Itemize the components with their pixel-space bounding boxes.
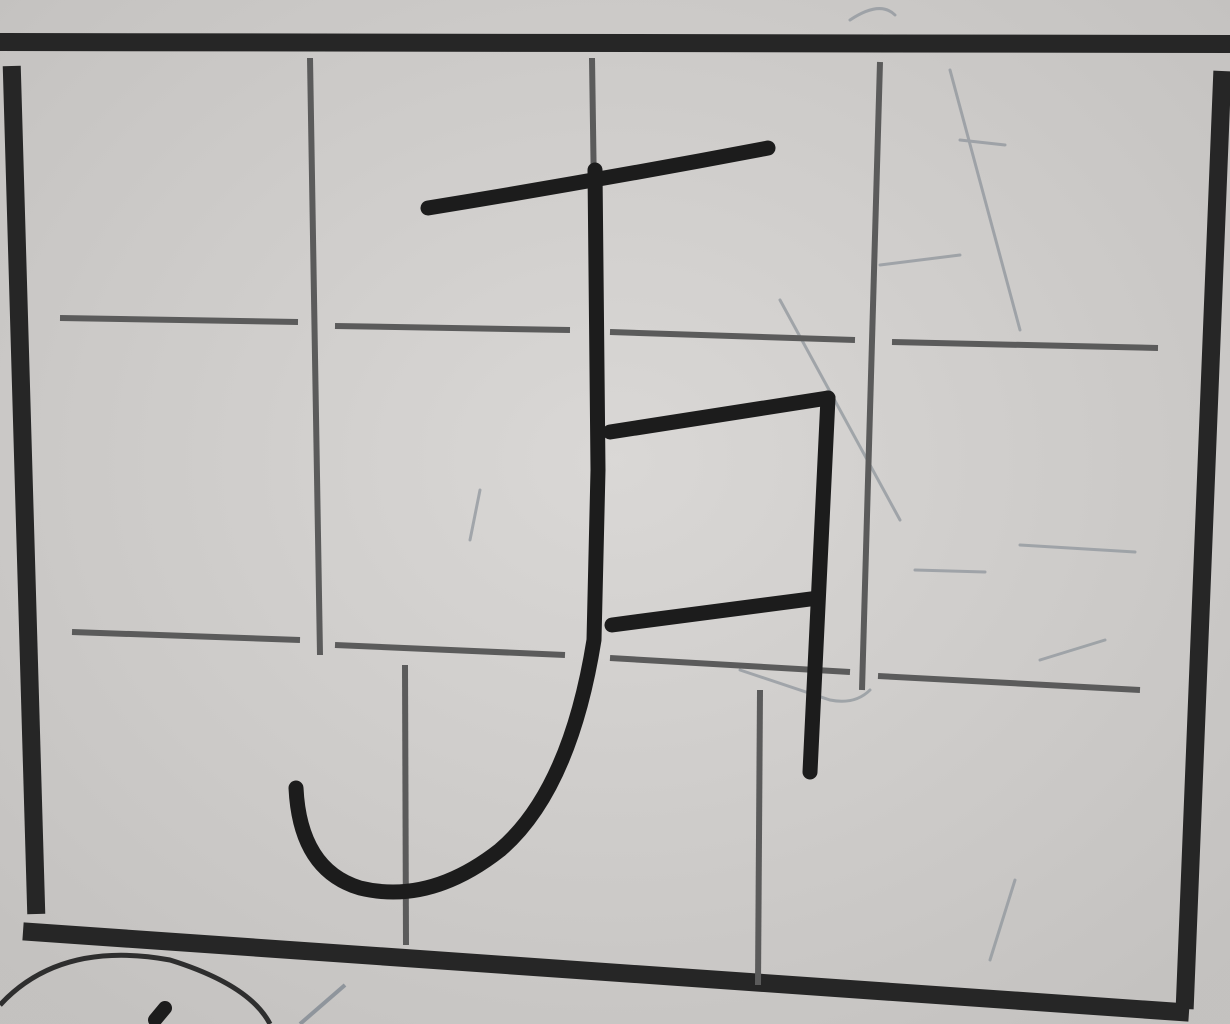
grid-vertical-line [405, 665, 406, 945]
border-top [5, 42, 1230, 44]
grid-horizontal-line [60, 318, 298, 322]
ink-dot [155, 1008, 165, 1020]
grid-vertical-line [758, 690, 760, 985]
pencil-stroke [915, 570, 985, 572]
grid-horizontal-line [335, 326, 570, 330]
